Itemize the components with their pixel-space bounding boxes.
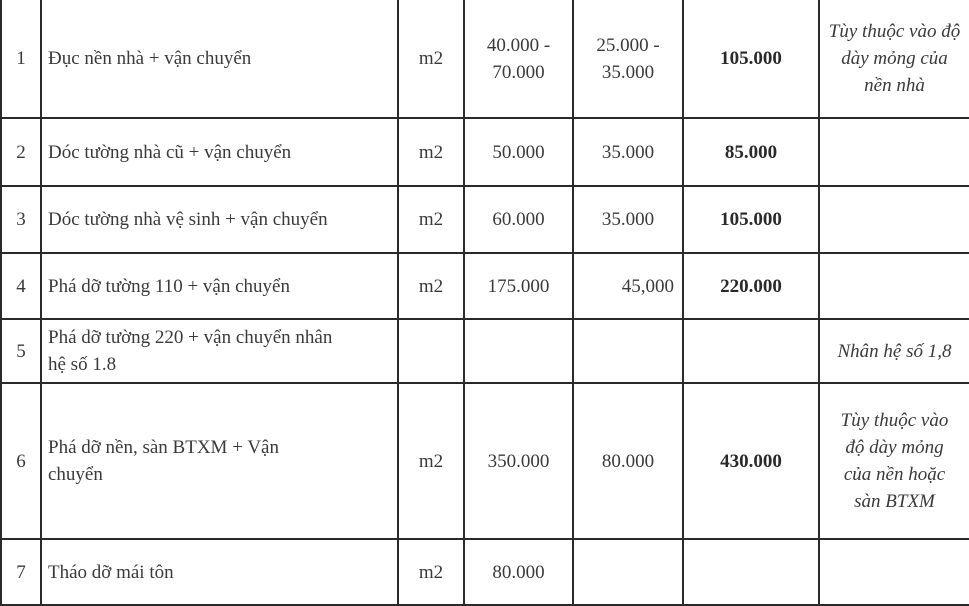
work-item-name: Phá dỡ nền, sàn BTXM + Vận chuyển — [41, 383, 398, 539]
note — [819, 253, 969, 319]
note — [819, 539, 969, 605]
material-price: 60.000 — [464, 186, 573, 253]
total-price: 105.000 — [683, 186, 819, 253]
row-number: 5 — [1, 319, 41, 383]
table-row — [1, 118, 969, 186]
unit — [398, 319, 464, 383]
material-price: 40.000 - 70.000 — [464, 0, 573, 118]
unit: m2 — [398, 118, 464, 186]
table-row — [1, 383, 969, 539]
labor-price: 25.000 - 35.000 — [573, 0, 683, 118]
labor-price: 80.000 — [573, 383, 683, 539]
note: Tùy thuộc vào độ dày mỏng của nền nhà — [819, 0, 969, 118]
material-price: 350.000 — [464, 383, 573, 539]
note — [819, 186, 969, 253]
note: Nhân hệ số 1,8 — [819, 319, 969, 383]
work-item-name: Phá dỡ tường 110 + vận chuyển — [41, 253, 398, 319]
total-price: 105.000 — [683, 0, 819, 118]
material-price — [464, 319, 573, 383]
table-row — [1, 319, 969, 383]
unit: m2 — [398, 186, 464, 253]
total-price — [683, 539, 819, 605]
row-number: 2 — [1, 118, 41, 186]
work-item-name: Dóc tường nhà vệ sinh + vận chuyển — [41, 186, 398, 253]
total-price: 220.000 — [683, 253, 819, 319]
total-price — [683, 319, 819, 383]
unit: m2 — [398, 539, 464, 605]
material-price: 50.000 — [464, 118, 573, 186]
material-price: 80.000 — [464, 539, 573, 605]
row-number: 6 — [1, 383, 41, 539]
table-row — [1, 539, 969, 605]
table-row — [1, 0, 969, 118]
labor-price: 35.000 — [573, 186, 683, 253]
labor-price — [573, 539, 683, 605]
table-row — [1, 253, 969, 319]
row-number: 3 — [1, 186, 41, 253]
work-item-name: Tháo dỡ mái tôn — [41, 539, 398, 605]
labor-price — [573, 319, 683, 383]
work-item-name: Dóc tường nhà cũ + vận chuyển — [41, 118, 398, 186]
note: Tùy thuộc vào độ dày mỏng của nền hoặc sàn BTXM — [819, 383, 969, 539]
unit: m2 — [398, 253, 464, 319]
material-price: 175.000 — [464, 253, 573, 319]
table-row — [1, 186, 969, 253]
row-number: 1 — [1, 0, 41, 118]
total-price: 85.000 — [683, 118, 819, 186]
unit: m2 — [398, 0, 464, 118]
labor-price: 45,000 — [573, 253, 683, 319]
unit: m2 — [398, 383, 464, 539]
row-number: 7 — [1, 539, 41, 605]
work-item-name: Phá dỡ tường 220 + vận chuyển nhân hệ số 1.8 — [41, 319, 398, 383]
total-price: 430.000 — [683, 383, 819, 539]
work-item-name: Đục nền nhà + vận chuyển — [41, 0, 398, 118]
note — [819, 118, 969, 186]
labor-price: 35.000 — [573, 118, 683, 186]
row-number: 4 — [1, 253, 41, 319]
